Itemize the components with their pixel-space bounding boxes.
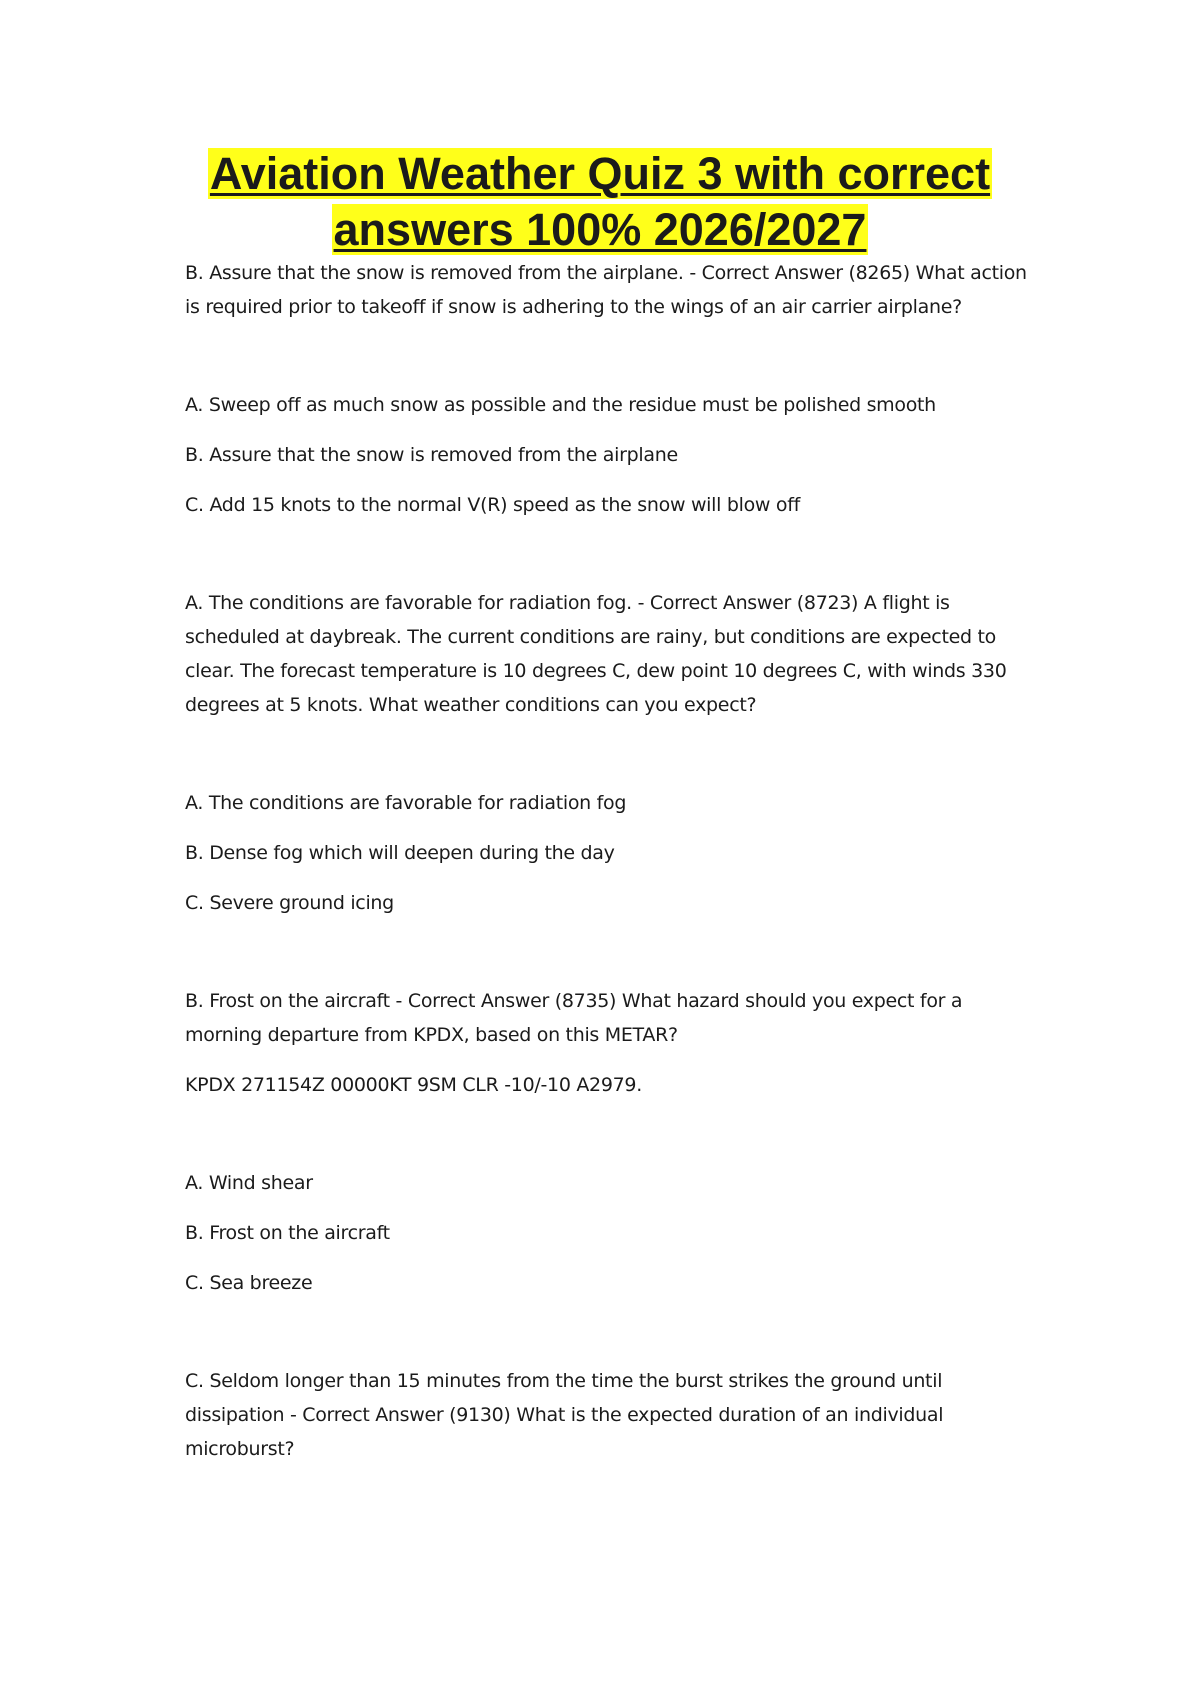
question-block xyxy=(185,586,1030,920)
question-text: C. Seldom longer than 15 minutes from the time the burst strikes the ground until dissipation - Correct Answer (9130) What is the expected duration of an individual microburst? xyxy=(185,1370,944,1460)
answer-option: A. Sweep off as much snow as possible and the residue must be polished smooth xyxy=(185,394,936,416)
question-text: A. The conditions are favorable for radiation fog. - Correct Answer (8723) A flight is scheduled at daybreak. The current conditions are rainy, but conditions are expected to clear. The forecast temperature is 10 degrees C, dew point 10 degrees C, with winds 330 degrees at 5 knots. What weather conditions can you expect? xyxy=(185,592,1007,716)
metar-report: KPDX 271154Z 00000KT 9SM CLR -10/-10 A2979. xyxy=(185,1074,642,1096)
answer-options xyxy=(185,388,1030,522)
answer-option: A. The conditions are favorable for radiation fog xyxy=(185,792,627,814)
question-block xyxy=(185,256,1030,522)
answer-option: C. Severe ground icing xyxy=(185,892,394,914)
question-text: B. Assure that the snow is removed from the airplane. - Correct Answer (8265) What action is required prior to takeoff if snow is adhering to the wings of an air carrier airplane? xyxy=(185,262,1027,318)
document-title xyxy=(150,146,1050,258)
title-line-2: answers 100% 2026/2027 xyxy=(333,204,867,255)
answer-option: B. Assure that the snow is removed from the airplane xyxy=(185,444,678,466)
answer-options xyxy=(185,786,1030,920)
quiz-content xyxy=(185,256,1030,1466)
answer-option: C. Sea breeze xyxy=(185,1272,313,1294)
answer-option: C. Add 15 knots to the normal V(R) speed as the snow will blow off xyxy=(185,494,801,516)
title-line-1: Aviation Weather Quiz 3 with correct xyxy=(209,148,991,199)
answer-option: B. Frost on the aircraft xyxy=(185,1222,390,1244)
answer-option: A. Wind shear xyxy=(185,1172,313,1194)
question-block xyxy=(185,984,1030,1300)
answer-options xyxy=(185,1166,1030,1300)
question-text: B. Frost on the aircraft - Correct Answer (8735) What hazard should you expect for a morning departure from KPDX, based on this METAR? xyxy=(185,990,963,1046)
question-block xyxy=(185,1364,1030,1466)
answer-option: B. Dense fog which will deepen during the day xyxy=(185,842,615,864)
